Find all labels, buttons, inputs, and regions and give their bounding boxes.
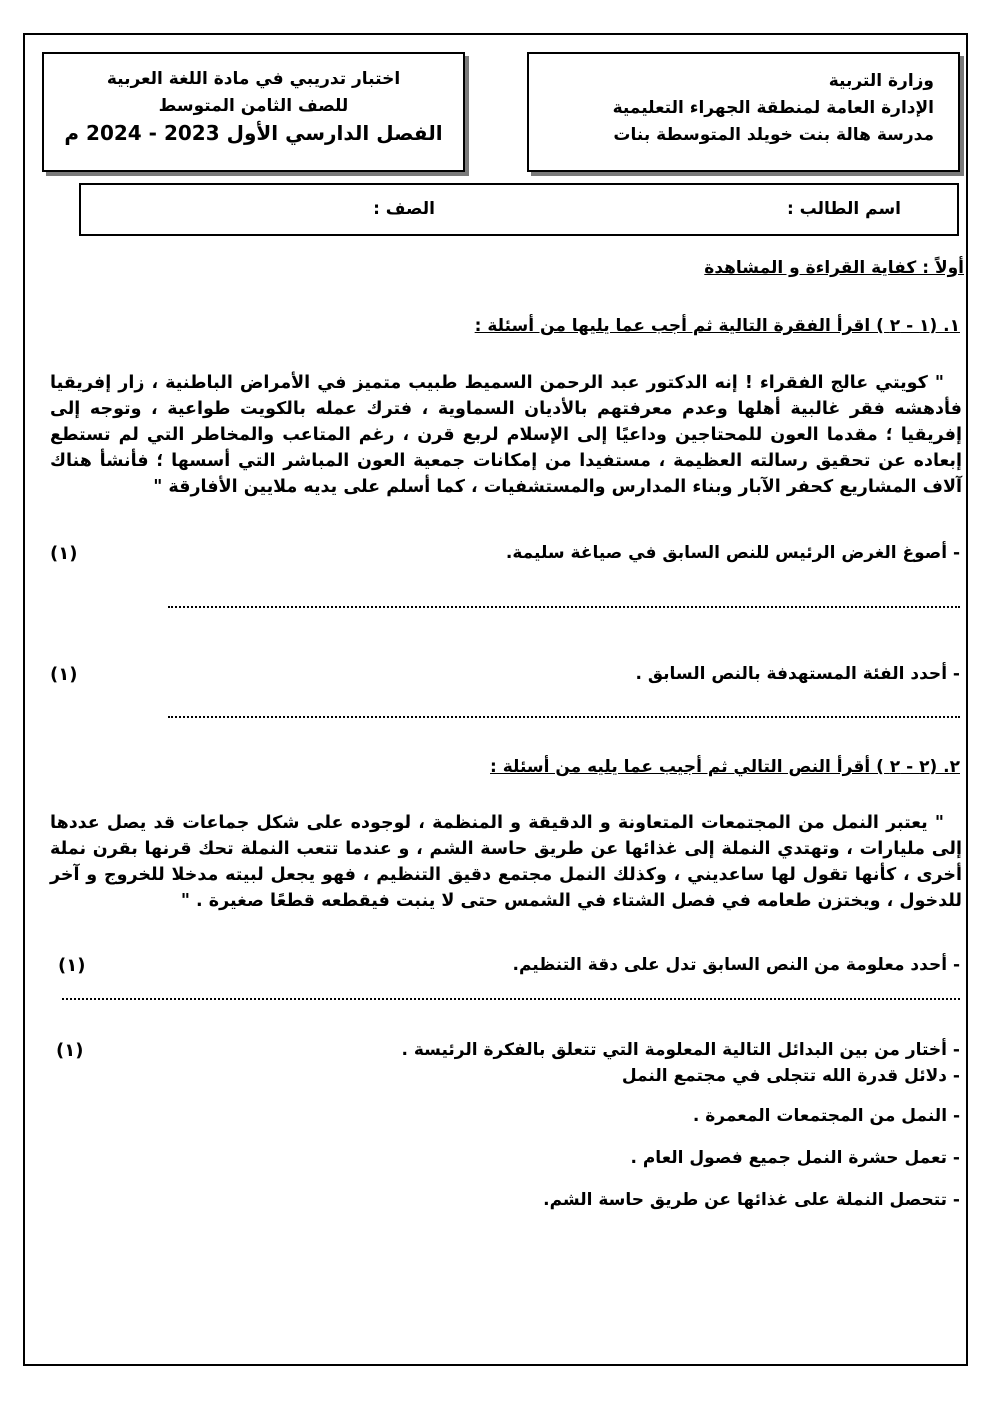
- exam-grade: للصف الثامن المتوسط: [158, 96, 349, 116]
- q2-heading: ٢. (٢ - ٢ ) أقرأ النص التالي ثم أجيب عما يليه من أسئلة :: [490, 757, 960, 777]
- q1-passage: " كويتي عالج الفقراء ! إنه الدكتور عبد الرحمن السميط طبيب متميز في الأمراض الباطنية ، زار إفريقيا فأدهشه فقر غالبية أهلها وعدم معرفتهم بالأديان السماوية ، فترك عمله بالكويت طواعية ، وتوجه إلى إفريقيا ؛ مقدما العون للمحتاجين وداعيًا إلى الإسلام لربع قرن ، رغم المتاعب والمخاطر التي لم تستطع إبعاده عن تحقيق رسالته العظيمة ، مستفيدا من إمكانات جمعية العون المباشر التي أسسها ؛ فأنشأ هناك آلاف المشاريع كحفر الآبار وبناء المدارس والمستشفيات ، كما أسلم على يديه ملايين الأفارقة ": [50, 373, 962, 497]
- q1-item-1: - أصوغ الغرض الرئيس للنص السابق في صياغة سليمة.: [505, 543, 960, 563]
- q2-item-2-score: (١): [56, 1040, 84, 1061]
- q1-item-2-score: (١): [50, 664, 78, 685]
- q1-answer-line-1[interactable]: [168, 606, 960, 608]
- q2-option-4[interactable]: - تتحصل النملة على غذائها عن طريق حاسة الشم.: [543, 1190, 960, 1210]
- q2-option-3[interactable]: - تعمل حشرة النمل جميع فصول العام .: [630, 1148, 960, 1168]
- q1-item-2: - أحدد الفئة المستهدفة بالنص السابق .: [635, 664, 960, 684]
- section-title: أولاً : كفاية القراءة و المشاهدة: [704, 258, 964, 278]
- q1-heading: ١. (١ - ٢ ) اقرأ الفقرة التالية ثم أجب عما يليها من أسئلة :: [474, 316, 960, 336]
- student-name-label[interactable]: اسم الطالب :: [786, 199, 901, 219]
- q2-item-2: - أختار من بين البدائل التالية المعلومة التي تتعلق بالفكرة الرئيسة .: [401, 1040, 960, 1060]
- ministry-header-box: [527, 52, 960, 172]
- school-line: مدرسة هالة بنت خويلد المتوسطة بنات: [613, 125, 934, 145]
- q2-option-2[interactable]: - النمل من المجتمعات المعمرة .: [692, 1106, 960, 1126]
- exam-header-box: [42, 52, 465, 172]
- q2-item-1-score: (١): [58, 955, 86, 976]
- q2-answer-line[interactable]: [62, 998, 960, 1000]
- exam-title: اختبار تدريبي في مادة اللغة العربية: [106, 69, 401, 89]
- q1-item-1-score: (١): [50, 543, 78, 564]
- student-class-label[interactable]: الصف :: [373, 199, 435, 219]
- q2-option-1[interactable]: - دلائل قدرة الله تتجلى في مجتمع النمل: [621, 1066, 960, 1086]
- student-info-box: [79, 183, 959, 236]
- q1-answer-line-2[interactable]: [168, 716, 960, 718]
- exam-term: الفصل الدارسي الأول 2023 - 2024 م: [64, 121, 443, 145]
- q2-passage: " يعتبر النمل من المجتمعات المتعاونة و الدقيقة و المنظمة ، لوجوده على شكل جماعات قد يصل عددها إلى مليارات ، وتهتدي النملة إلى غذائها عن طريق حاسة الشم ، و عندما تتعب النملة تحك قرنها بقرن نملة أخرى ، كأنها تقول لها ساعديني ، وكذلك النمل مجتمع دقيق التنظيم ، فهو يجعل لبيته مدخلا للخروج و آخر للدخول ، ويختزن طعامه في فصل الشتاء في الشمس حتى لا ينبت فيقطعه قطعًا صغيرة . ": [50, 813, 962, 911]
- q2-item-1: - أحدد معلومة من النص السابق تدل على دقة التنظيم.: [512, 955, 960, 975]
- ministry-line: وزارة التربية: [828, 71, 934, 91]
- directorate-line: الإدارة العامة لمنطقة الجهراء التعليمية: [612, 98, 934, 118]
